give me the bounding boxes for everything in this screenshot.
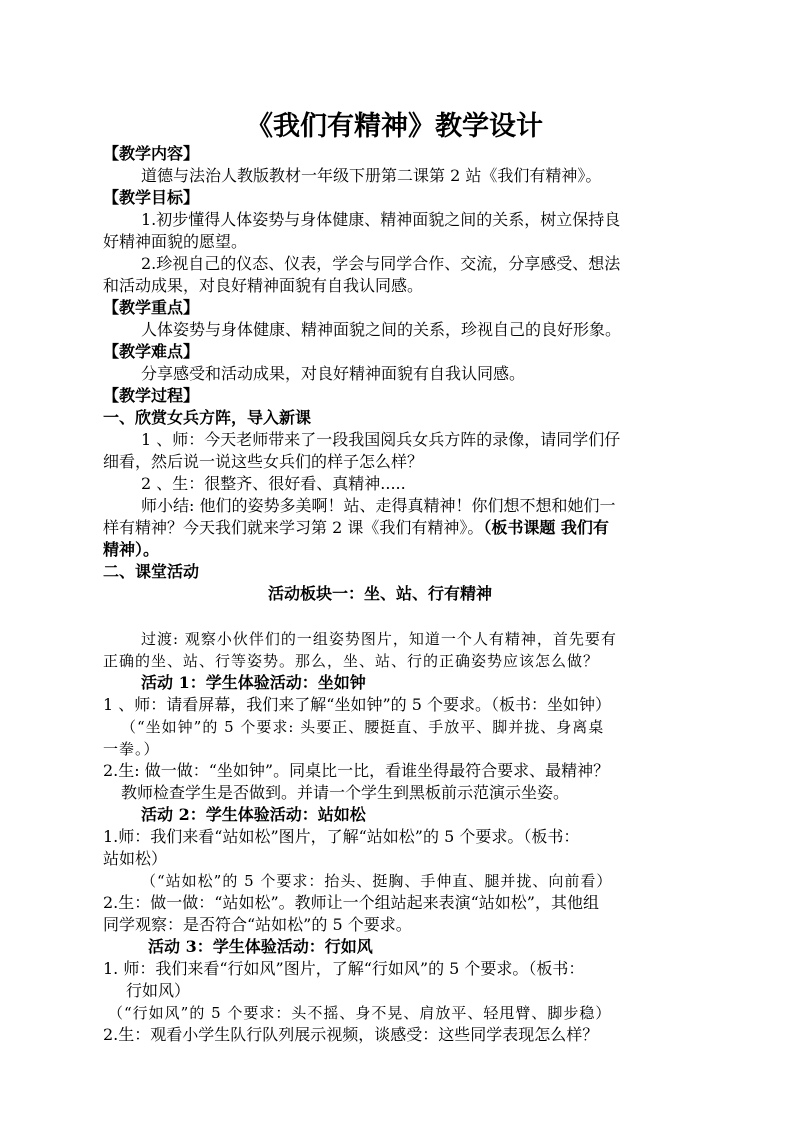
goals-item2-line1: 2.珍视自己的仪态、仪表，学会与同学合作、交流，分享感受、想法: [141, 254, 621, 273]
activity3-line3: （“行如风”的 5 个要求：头不摇、身不晃、肩放平、轻甩臂、脚步稳）: [108, 1004, 612, 1022]
transition-line1: 过渡: 观察小伙伴们的一组姿势图片，知道一个人有精神，首先要有: [141, 630, 617, 648]
activity2-line2: 站如松）: [103, 849, 168, 868]
activity1-line1: 1 、师：请看屏幕，我们来了解“坐如钟”的 5 个要求。（板书：坐如钟）: [103, 695, 611, 714]
goals-heading: 【教学目标】: [103, 188, 200, 207]
content-text: 道德与法治人教版教材一年级下册第二课第 2 站《我们有精神》。: [141, 166, 602, 185]
process-heading: 【教学过程】: [103, 386, 200, 405]
part1-p1-line1: 1 、师：今天老师带来了一段我国阅兵女兵方阵的录像，请同学们仔: [141, 430, 621, 449]
goals-item1-line1: 1.初步懂得人体姿势与身体健康、精神面貌之间的关系，树立保持良: [141, 210, 621, 229]
key-points-text: 人体姿势与身体健康、精神面貌之间的关系，珍视自己的良好形象。: [141, 320, 622, 339]
part2-heading: 二、课堂活动: [103, 562, 200, 581]
activity-block1-title: 活动板块一：坐、站、行有精神: [268, 584, 493, 603]
goals-item1-line2: 好精神面貌的愿望。: [103, 232, 248, 251]
activity3-line1: 1. 师：我们来看“行如风”图片，了解“行如风”的 5 个要求。（板书：: [103, 959, 585, 978]
part1-p3-line2-text: 样有精神？今天我们就来学习第 2 课《我们有精神》。: [103, 518, 484, 537]
part1-p3-line1: 师小结: 他们的姿势多美啊！站、走得真精神！你们想不想和她们一: [141, 496, 616, 515]
activity2-line5: 同学观察：是否符合“站如松”的 5 个要求。: [103, 915, 412, 934]
activity1-title: 活动 1：学生体验活动：坐如钟: [141, 673, 366, 692]
activity2-title: 活动 2：学生体验活动：站如松: [141, 805, 366, 824]
activity2-line3: （“站如松”的 5 个要求：抬头、挺胸、手伸直、腿并拢、向前看）: [141, 872, 613, 890]
activity3-line2: 行如风）: [126, 981, 191, 1000]
activity1-line3: 一拳。）: [103, 740, 160, 758]
part1-p3-line2: [103, 517, 609, 539]
difficulties-text: 分享感受和活动成果，对良好精神面貌有自我认同感。: [141, 364, 526, 383]
part1-heading: 一、欣赏女兵方阵，导入新课: [103, 408, 312, 427]
activity2-line4: 2.生：做一做：“站如松”。教师让一个组站起来表演“站如松”，其他组: [103, 893, 599, 912]
activity3-line4: 2.生：观看小学生队行队列展示视频，谈感受：这些同学表现怎么样？: [103, 1025, 599, 1044]
part1-p2: 2 、生：很整齐、很好看、真精神.....: [141, 474, 406, 493]
content-heading: 【教学内容】: [103, 144, 200, 163]
goals-item2-line2: 和活动成果，对良好精神面貌有自我认同感。: [103, 276, 424, 295]
activity3-title: 活动 3：学生体验活动：行如风: [148, 937, 373, 956]
part1-p3-line3: 精神）。: [103, 540, 160, 559]
activity2-line1: 1.师：我们来看“站如松”图片，了解“站如松”的 5 个要求。（板书：: [103, 827, 580, 846]
activity1-line2: （“坐如钟”的 5 个要求: 头要正、腰挺直、手放平、脚并拢、身离桌: [121, 718, 605, 736]
transition-line2: 正确的坐、站、行等姿势。那么，坐、站、行的正确姿势应该怎么做？: [103, 652, 600, 670]
part1-p1-line2: 细看，然后说一说这些女兵们的样子怎么样？: [103, 452, 424, 471]
key-points-heading: 【教学重点】: [103, 298, 200, 317]
blackboard-title-note: （板书课题 我们有: [483, 518, 609, 537]
activity1-line5: 教师检查学生是否做到。并请一个学生到黑板前示范演示坐姿。: [121, 783, 570, 802]
difficulties-heading: 【教学难点】: [103, 342, 200, 361]
activity1-line4: 2.生: 做一做：“坐如钟”。同桌比一比，看谁坐得最符合要求、最精神？: [103, 761, 610, 780]
document-title: 《我们有精神》教学设计: [246, 111, 543, 142]
